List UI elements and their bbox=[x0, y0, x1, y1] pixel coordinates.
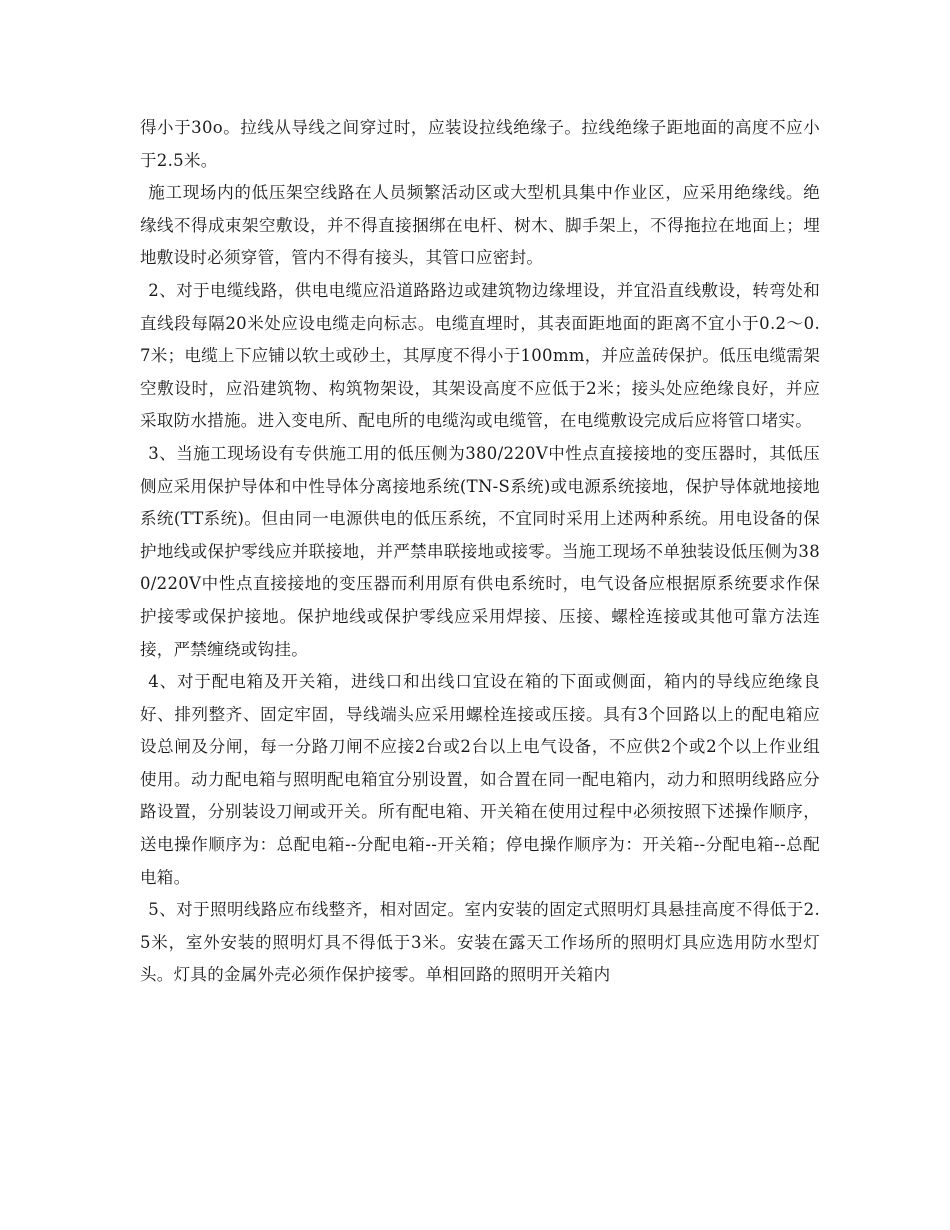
paragraph-distribution-boxes: 4、对于配电箱及开关箱，进线口和出线口宜设在箱的下面或侧面，箱内的导线应绝缘良好、排列整齐、固定牢固，导线端头应采用螺栓连接或压接。具有3个回路以上的配电箱应设总闸及分闸，每一分路刀闸不应接2台或2台以上电气设备，不应供2个或2个以上作业组使用。动力配电箱与照明配电箱宜分别设置，如合置在同一配电箱内，动力和照明线路应分路设置，分别装设刀闸或开关。所有配电箱、开关箱在使用过程中必须按照下述操作顺序，送电操作顺序为：总配电箱--分配电箱--开关箱；停电操作顺序为：开关箱--分配电箱--总配电箱。 bbox=[140, 672, 820, 887]
paragraph-cable-lines: 2、对于电缆线路，供电电缆应沿道路路边或建筑物边缘埋设，并宜沿直线敷设，转弯处和直线段每隔20米处应设电缆走向标志。电缆直埋时，其表面距地面的距离不宜小于0.2～0.7米；电缆上下应铺以软土或砂土，其厚度不得小于100mm，并应盖砖保护。低压电缆需架空敷设时，应沿建筑物、构筑物架设，其架设高度不应低于2米；接头处应绝缘良好，并应采取防水措施。进入变电所、配电所的电缆沟或电缆管，在电缆敷设完成后应将管口堵实。 bbox=[140, 280, 820, 431]
paragraph-lighting-lines: 5、对于照明线路应布线整齐，相对固定。室内安装的固定式照明灯具悬挂高度不得低于2.5米，室外安装的照明灯具不得低于3米。安装在露天工作场所的照明灯具应选用防水型灯头。灯具的金属外壳必须作保护接零。单相回路的照明开关箱内 bbox=[140, 900, 820, 985]
paragraph-grounding-system: 3、当施工现场设有专供施工用的低压侧为380/220V中性点直接接地的变压器时，其低压侧应采用保护导体和中性导体分离接地系统(TN-S系统)或电源系统接地，保护导体就地接地系统(TT系统)。但由同一电源供电的低压系统，不宜同时采用上述两种系统。用电设备的保护地线或保护零线应并联接地，并严禁串联接地或接零。当施工现场不单独装设低压侧为380/220V中性点直接接地的变压器而利用原有供电系统时，电气设备应根据原系统要求作保护接零或保护接地。保护地线或保护零线应采用焊接、压接、螺栓连接或其他可靠方法连接，严禁缠绕或钩挂。 bbox=[140, 443, 820, 659]
paragraph-overhead-lines: 施工现场内的低压架空线路在人员频繁活动区或大型机具集中作业区，应采用绝缘线。绝缘线不得成束架空敷设，并不得直接捆绑在电杆、树木、脚手架上，不得拖拉在地面上；埋地敷设时必须穿管，管内不得有接头，其管口应密封。 bbox=[140, 183, 820, 268]
document-body bbox=[140, 112, 820, 992]
paragraph-continuation: 得小于30o。拉线从导线之间穿过时，应装设拉线绝缘子。拉线绝缘子距地面的高度不应小于2.5米。 bbox=[140, 118, 820, 170]
